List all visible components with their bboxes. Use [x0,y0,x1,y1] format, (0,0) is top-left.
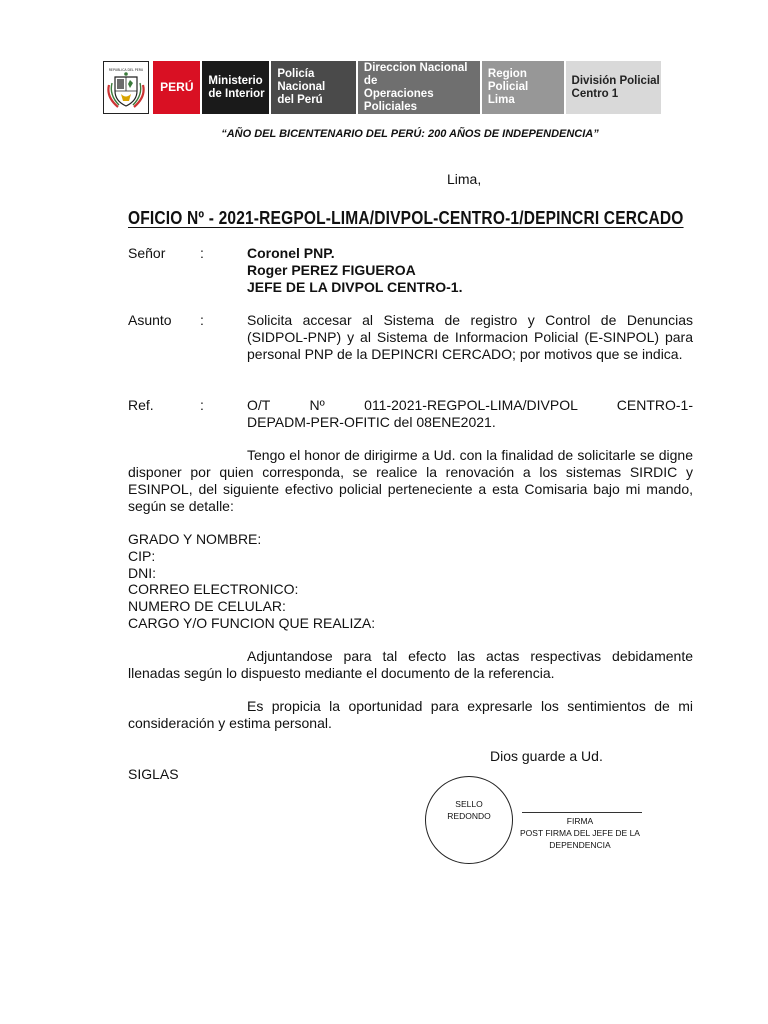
signature-label: FIRMA [566,816,594,826]
reference-block [247,397,693,431]
body-paragraph-3: Es propicia la oportunidad para expresarle los sentimientos de mi consideración y estima personal. [128,698,693,731]
place-date: Lima, [447,171,482,187]
round-seal-placeholder [425,776,513,864]
recipient-label: Señor [128,245,166,261]
personnel-fields [128,531,375,632]
reference-colon: : [200,397,204,413]
recipient-colon: : [200,245,204,261]
field-grado-nombre: GRADO Y NOMBRE: [128,531,262,547]
body-paragraph-2: Adjuntandose para tal efecto las actas respectivas debidamente llenadas según lo dispuesto mediante el documento de la referencia. [128,648,693,681]
signature-line [522,812,642,813]
banner-peru: PERÚ [153,61,200,114]
field-cargo: CARGO Y/O FUNCION QUE REALIZA: [128,614,376,631]
oficio-title: OFICIO Nº - 2021-REGPOL-LIMA/DIVPOL-CENTRO-1/DEPINCRI CERCADO [128,207,684,228]
post-signature-line-1: POST FIRMA DEL JEFE DE LA [520,828,640,838]
header-banner [103,61,661,114]
banner-direccion-nacional: Direccion Nacional de Operaciones Policiales [358,61,480,114]
reference-line-1: O/T Nº 011-2021-REGPOL-LIMA/DIVPOL CENTRO-1- [247,397,693,413]
farewell: Dios guarde a Ud. [490,748,603,764]
banner-division-policial: División Policial Centro 1 [566,61,661,114]
recipient-rank: Coronel PNP. [247,245,335,261]
subject-colon: : [200,312,204,328]
recipient-position: JEFE DE LA DIVPOL CENTRO-1. [247,279,463,295]
reference-line-2: DEPADM-PER-OFITIC del 08ENE2021. [247,414,496,430]
banner-region-policial: Region Policial Lima [482,61,564,114]
signature-block [505,815,655,851]
post-signature-line-2: DEPENDENCIA [549,840,611,850]
seal-line-1: SELLO [455,799,483,809]
banner-ministerio: Ministerio de Interior [202,61,269,114]
recipient-block [247,245,693,296]
subject-label: Asunto [128,312,172,328]
field-dni: DNI: [128,564,156,581]
reference-label: Ref. [128,397,154,413]
banner-policia-nacional: Policía Nacional del Perú [271,61,356,114]
recipient-name: Roger PEREZ FIGUEROA [247,262,416,278]
siglas: SIGLAS [128,766,179,782]
body-paragraph-1: Tengo el honor de dirigirme a Ud. con la finalidad de solicitarle se digne disponer por quien corresponda, se realice la renovación a los sistemas SIRDIC y ESINPOL, del siguiente efectivo policial perteneciente a esta Comisaria bajo mi mando, según se detalle: [128,447,693,514]
national-crest-icon [103,61,149,114]
field-celular: NUMERO DE CELULAR: [128,598,286,615]
subject-text: Solicita accesar al Sistema de registro y Control de Denuncias (SIDPOL-PNP) y al Sistema de Informacion Policial (E-SINPOL) para personal PNP de la DEPINCRI CERCADO; por motivos que se indica. [247,312,693,362]
field-correo: CORREO ELECTRONICO: [128,581,299,598]
seal-line-2: REDONDO [447,811,491,821]
year-motto: “AÑO DEL BICENTENARIO DEL PERÚ: 200 AÑOS DE INDEPENDENCIA” [221,128,599,140]
field-cip: CIP: [128,547,156,564]
svg-text:REPUBLICA DEL PERU: REPUBLICA DEL PERU [108,67,144,72]
